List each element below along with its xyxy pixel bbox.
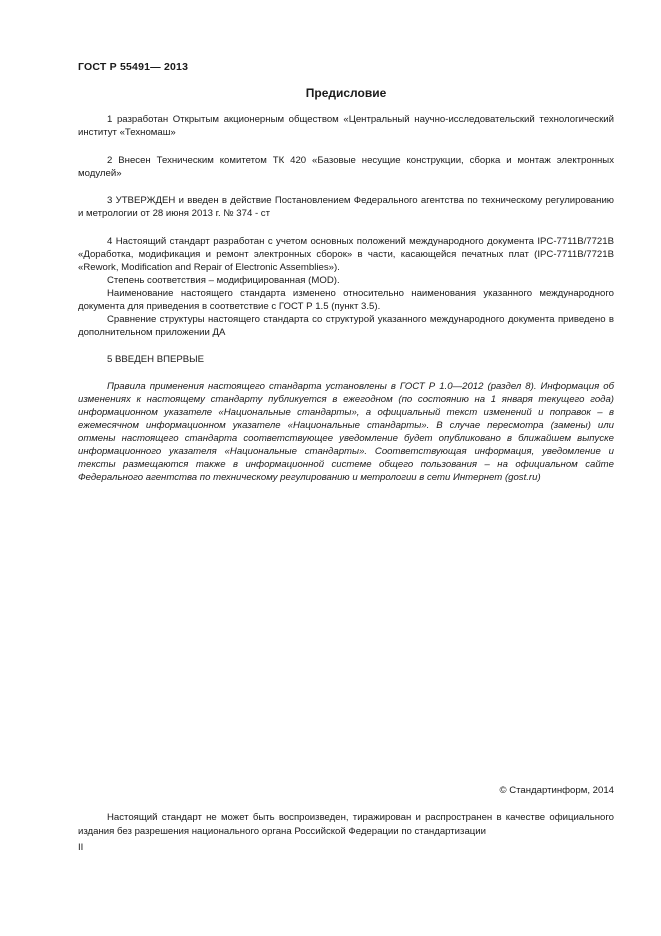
item-3-text: 3 УТВЕРЖДЕН и введен в действие Постановлением Федерального агентства по техническому регулированию и метрологии от 28 июня 2013 г. № 374 - ст	[78, 195, 614, 219]
item-4-structure-compare: Сравнение структуры настоящего стандарта со структурой указанного международного документа приведено в дополнительном приложении ДА	[78, 314, 614, 338]
item-2-text: 2 Внесен Техническим комитетом ТК 420 «Базовые несущие конструкции, сборка и монтаж электронных модулей»	[78, 155, 614, 179]
item-4	[78, 235, 614, 339]
copyright-notice: © Стандартинформ, 2014	[499, 785, 614, 796]
document-id-header: ГОСТ Р 55491— 2013	[78, 61, 189, 73]
item-1-text: 1 разработан Открытым акционерным обществом «Центральный научно-исследовательский технологический институт «Техномаш»	[78, 114, 614, 138]
item-3	[78, 194, 614, 220]
footer-note-text: Настоящий стандарт не может быть воспроизведен, тиражирован и распространен в качестве официального издания без разрешения национального органа Российской Федерации по стандартизации	[78, 812, 614, 837]
item-4-text: 4 Настоящий стандарт разработан с учетом основных положений международного документа IPC-7711B/7721B «Доработка, модификация и ремонт электронных сборок» в части, касающейся печатных плат (IPC-7711B/7721B «Rework, Modification and Repair of Electronic Assemblies»).	[78, 236, 614, 273]
rules-note	[78, 380, 614, 484]
item-5	[78, 353, 614, 366]
item-4-name-change: Наименование настоящего стандарта изменено относительно наименования указанного международного документа для приведения в соответствие с ГОСТ Р 1.5 (пункт 3.5).	[78, 288, 614, 312]
page-number: II	[78, 842, 84, 853]
rules-note-text: Правила применения настоящего стандарта установлены в ГОСТ Р 1.0—2012 (раздел 8). Информация об изменениях к настоящему стандарту публикуется в ежегодном (по состоянию на 1 января текущего года) информационном указателе «Национальные стандарты», а официальный текст изменений и поправок – в ежемесячном информационном указателе «Национальные стандарты». В случае пересмотра (замены) или отмены настоящего стандарта соответствующее уведомление будет опубликовано в ближайшем выпуске информационного указателя «Национальные стандарты». Соответствующая информация, уведомление и тексты размещаются также в информационной системе общего пользования – на официальном сайте Федерального агентства по техническому регулированию и метрологии в сети Интернет (gost.ru)	[78, 381, 614, 483]
section-title: Предисловие	[305, 86, 387, 100]
item-2	[78, 154, 614, 180]
item-1	[78, 113, 614, 139]
item-5-text: 5 ВВЕДЕН ВПЕРВЫЕ	[107, 354, 205, 365]
item-4-conformity: Степень соответствия – модифицированная (MOD).	[107, 275, 340, 286]
footer-note	[78, 811, 614, 839]
